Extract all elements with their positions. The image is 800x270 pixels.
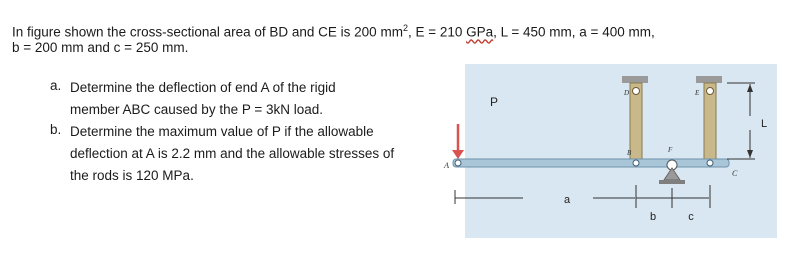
pin-e-icon [707,88,714,95]
spellcheck-underlined-unit: GPa [466,24,494,40]
label-load-p: P [490,95,499,109]
label-dim-b: b [649,211,657,223]
part-a-text-line-1: Determine the deflection of end A of the rigid [70,80,336,95]
part-b-text-line-3: the rods is 120 MPa. [70,168,194,183]
rigid-beam-abc [453,159,729,167]
label-point-a: A [444,161,449,170]
problem-statement-line-1: In figure shown the cross-sectional area of BD and CE is 200 $mm^2$, E = 210 GPa, L = 450 mm, a = 400 mm, [12,23,655,40]
figure-background [465,64,777,238]
ceiling-support-e [696,76,722,83]
part-a-text-line-2: member ABC caused by the P = 3kN load. [70,102,324,117]
pin-b-icon [633,160,639,166]
pin-a-icon [455,160,461,166]
part-b-text-line-2: deflection at A is 2.2 mm and the allowable stresses of [70,146,395,161]
label-point-e: E [695,89,700,97]
beam-rod-figure [445,62,780,240]
part-b-label: b. [50,122,62,137]
label-point-c: C [732,169,738,178]
label-point-b: B [627,149,632,157]
label-dim-l: L [761,118,768,130]
label-dim-c: c [688,211,694,223]
pin-d-icon [633,88,640,95]
label-dim-a: a [563,194,571,206]
load-arrow-icon [452,150,464,159]
ceiling-support-d [622,76,648,83]
pin-c-icon [707,160,713,166]
problem-statement-line-2: b = 200 mm and c = 250 mm. [12,40,189,55]
label-point-d: D [624,89,630,97]
label-point-f: F [668,146,673,154]
ground-f [659,180,685,184]
part-b-text-line-1: Determine the maximum value of P if the allowable [70,124,374,139]
part-a-label: a. [50,78,62,93]
